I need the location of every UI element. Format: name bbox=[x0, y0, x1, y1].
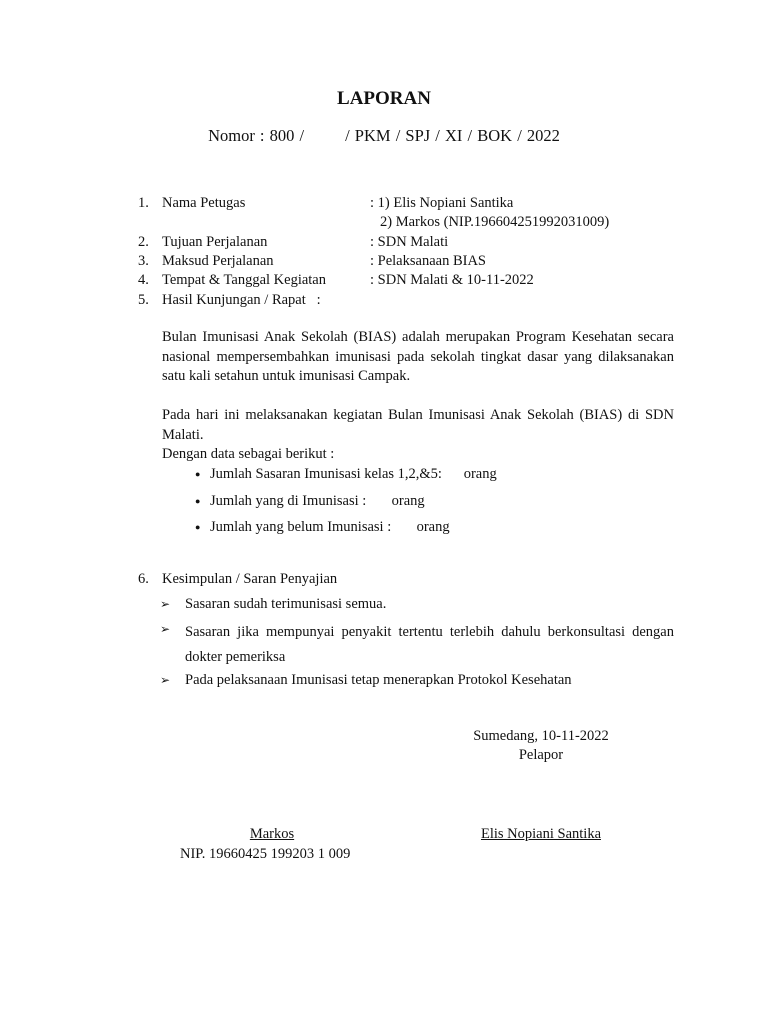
arrow-bullet-icon: ➢ bbox=[160, 673, 171, 687]
kesimpulan-label: Kesimpulan / Saran Penyajian bbox=[162, 571, 338, 587]
bullet-item-3: Jumlah yang belum Imunisasi : orang bbox=[210, 519, 450, 535]
document-number: Nomor : 800 / / PKM / SPJ / XI / BOK / 2022 bbox=[208, 126, 560, 145]
kesimpulan-point-2: Sasaran jika mempunyai penyakit tertentu terlebih dahulu berkonsultasi dengan dokter pemeriksa bbox=[185, 624, 674, 665]
item-label-1: Nama Petugas bbox=[162, 195, 246, 211]
kesimpulan-point-3: Pada pelaksanaan Imunisasi tetap menerapkan Protokol Kesehatan bbox=[185, 672, 572, 688]
item-label-4: Tempat & Tanggal Kegiatan bbox=[162, 272, 326, 288]
data-intro: Dengan data sebagai berikut : bbox=[162, 446, 335, 462]
item-number-5: 5. bbox=[138, 292, 149, 308]
bullet-dot-icon: ● bbox=[195, 469, 201, 479]
item-value-1: : 1) Elis Nopiani Santika bbox=[370, 195, 514, 211]
reporter-role: Pelapor bbox=[518, 747, 564, 763]
bullet-dot-icon: ● bbox=[195, 496, 201, 506]
hasil-paragraph-2: Pada hari ini melaksanakan kegiatan Bulan Imunisasi Anak Sekolah (BIAS) di SDN Malati. bbox=[162, 407, 674, 443]
item-value-4: : SDN Malati & 10-11-2022 bbox=[370, 272, 534, 288]
arrow-bullet-icon: ➢ bbox=[160, 597, 171, 611]
item-number-4: 4. bbox=[138, 272, 149, 288]
left-signatory-name: Markos bbox=[249, 826, 295, 842]
document-title: LAPORAN bbox=[337, 88, 431, 109]
right-signatory-name: Elis Nopiani Santika bbox=[480, 826, 601, 842]
place-date: Sumedang, 10-11-2022 bbox=[473, 728, 609, 744]
item-label-2: Tujuan Perjalanan bbox=[162, 234, 268, 250]
item-label-3: Maksud Perjalanan bbox=[162, 253, 274, 269]
item-label-5: Hasil Kunjungan / Rapat : bbox=[162, 292, 321, 308]
bullet-item-1: Jumlah Sasaran Imunisasi kelas 1,2,&5: orang bbox=[210, 466, 497, 482]
item-number-2: 2. bbox=[138, 234, 149, 250]
item-value-3: : Pelaksanaan BIAS bbox=[370, 253, 486, 269]
arrow-bullet-icon: ➢ bbox=[160, 622, 171, 636]
left-signatory-nip: NIP. 19660425 199203 1 009 bbox=[180, 846, 351, 862]
kesimpulan-point-1: Sasaran sudah terimunisasi semua. bbox=[185, 596, 387, 612]
item-value-2: : SDN Malati bbox=[370, 234, 449, 250]
item-value-1b: 2) Markos (NIP.196604251992031009) bbox=[380, 214, 610, 230]
item-number-6: 6. bbox=[138, 571, 149, 587]
hasil-paragraph-1: Bulan Imunisasi Anak Sekolah (BIAS) adalah merupakan Program Kesehatan secara nasional mempersembahkan imunisasi pada sekolah tingkat dasar yang dilaksanakan satu kali setahun untuk imunisasi Campak. bbox=[162, 329, 674, 384]
item-number-1: 1. bbox=[138, 195, 149, 211]
bullet-item-2: Jumlah yang di Imunisasi : orang bbox=[210, 493, 425, 509]
bullet-dot-icon: ● bbox=[195, 522, 201, 532]
item-number-3: 3. bbox=[138, 253, 149, 269]
